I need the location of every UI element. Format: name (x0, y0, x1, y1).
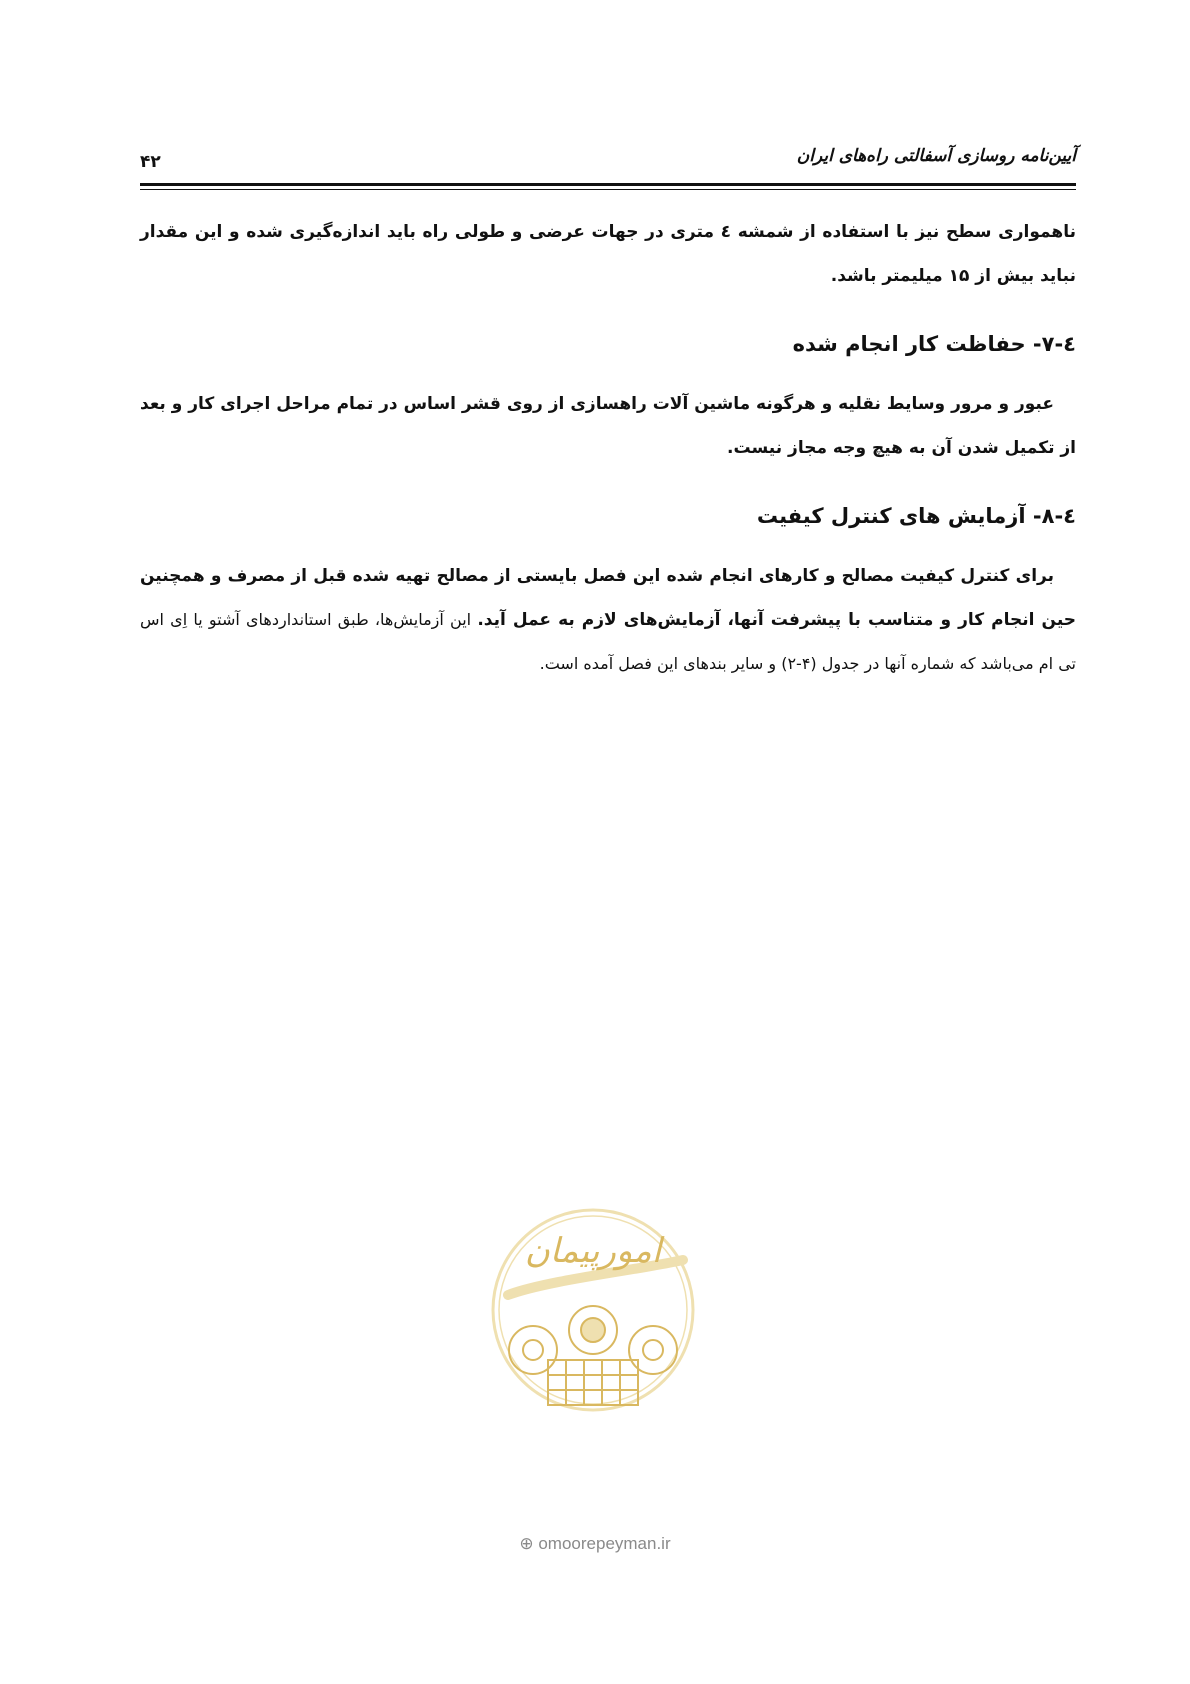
section-heading-7: ٤-۷- حفاظت کار انجام شده (792, 332, 1076, 356)
running-title: آیین‌نامه روسازی آسفالتی راه‌های ایران (796, 146, 1076, 166)
watermark-site-text: omoorepeyman.ir (538, 1534, 671, 1553)
section-heading-8: ٤-۸- آزمایش های کنترل کیفیت (756, 504, 1076, 528)
intro-paragraph: ناهمواری سطح نیز با استفاده از شمشه ٤ متری در جهات عرضی و طولی راه باید اندازه‌گیری شده و این مقدار نباید بیش از ۱۵ میلیمتر باشد. (140, 222, 1076, 286)
svg-text:امورپیمان: امورپیمان (524, 1231, 662, 1271)
header-rule-thick (140, 183, 1076, 186)
page-header (140, 146, 1076, 186)
section-8-body-regular: این آزمایش‌ها، طبق استانداردهای آشتو یا اِی اس تی ام می‌باشد که شماره آنها در جدول (۴-۲) و سایر بندهای این فصل آمده است. (140, 610, 1076, 673)
page-body (140, 210, 1076, 686)
watermark-site (0, 1534, 1190, 1554)
globe-icon: ⊕ (519, 1534, 534, 1553)
header-rule-thin (140, 189, 1076, 190)
watermark-seal-icon (488, 1200, 698, 1430)
section-8-body (140, 554, 1076, 686)
page-number: ۴۲ (140, 152, 161, 172)
section-8-body-bold: برای کنترل کیفیت مصالح و کارهای انجام شده این فصل بایستی از مصالح تهیه شده قبل از مصرف و همچنین حین انجام کار و متناسب با پیشرفت آنها، آزمایش‌های لازم به عمل آید. (140, 566, 1077, 630)
section-7-body: عبور و مرور وسایط نقلیه و هرگونه ماشین آلات راهسازی از روی قشر اساس در تمام مراحل اجرای کار و بعد از تکمیل شدن آن به هیچ وجه مجاز نیست. (140, 394, 1076, 458)
watermark-logo (488, 1200, 698, 1430)
